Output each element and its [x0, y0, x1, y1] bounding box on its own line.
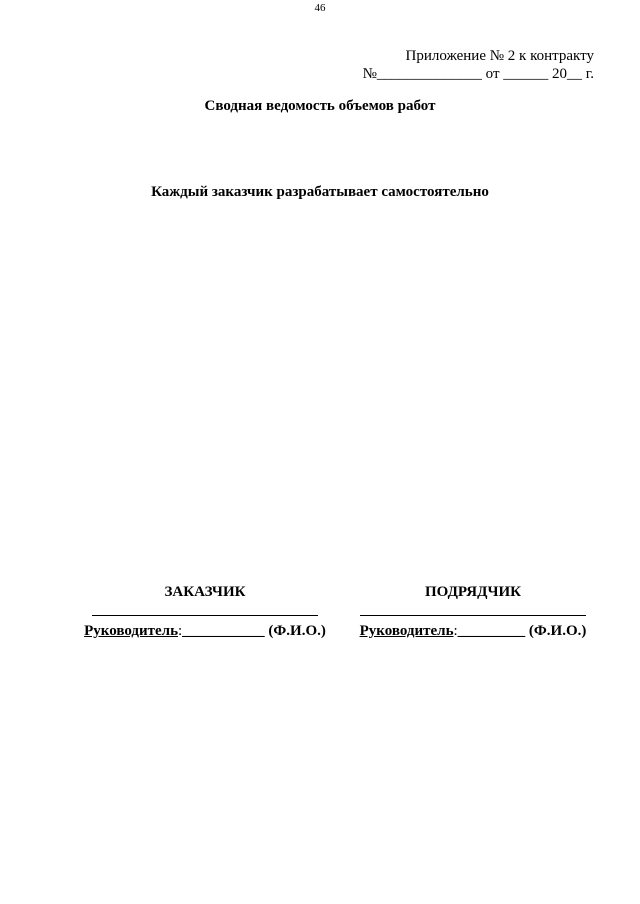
customer-signature-block — [76, 583, 334, 640]
appendix-line-1: Приложение № 2 к контракту — [405, 48, 594, 64]
customer-signatory-row — [76, 622, 334, 640]
customer-signature-line — [92, 615, 318, 616]
customer-party-label: ЗАКАЗЧИК — [164, 584, 246, 600]
contractor-role: Руководитель — [359, 623, 454, 639]
contractor-name-blank: _________ — [457, 623, 526, 639]
customer-role-colon: : — [178, 623, 183, 639]
page-number: 46 — [314, 2, 326, 14]
customer-name-blank: ___________ — [182, 623, 265, 639]
customer-role: Руководитель — [84, 623, 178, 639]
document-note: Каждый заказчик разрабатывает самостоятельно — [151, 184, 489, 200]
appendix-reference — [363, 47, 594, 83]
contractor-signature-line — [360, 615, 586, 616]
contractor-signatory-row — [344, 622, 602, 640]
contractor-signature-block — [344, 583, 602, 640]
appendix-line-2: №______________ от ______ 20__ г. — [362, 66, 594, 82]
contractor-role-colon: : — [453, 623, 458, 639]
contractor-fio: (Ф.И.О.) — [528, 623, 587, 639]
document-title: Сводная ведомость объемов работ — [204, 98, 436, 114]
contractor-party-label: ПОДРЯДЧИК — [424, 584, 522, 600]
customer-fio: (Ф.И.О.) — [268, 623, 326, 639]
